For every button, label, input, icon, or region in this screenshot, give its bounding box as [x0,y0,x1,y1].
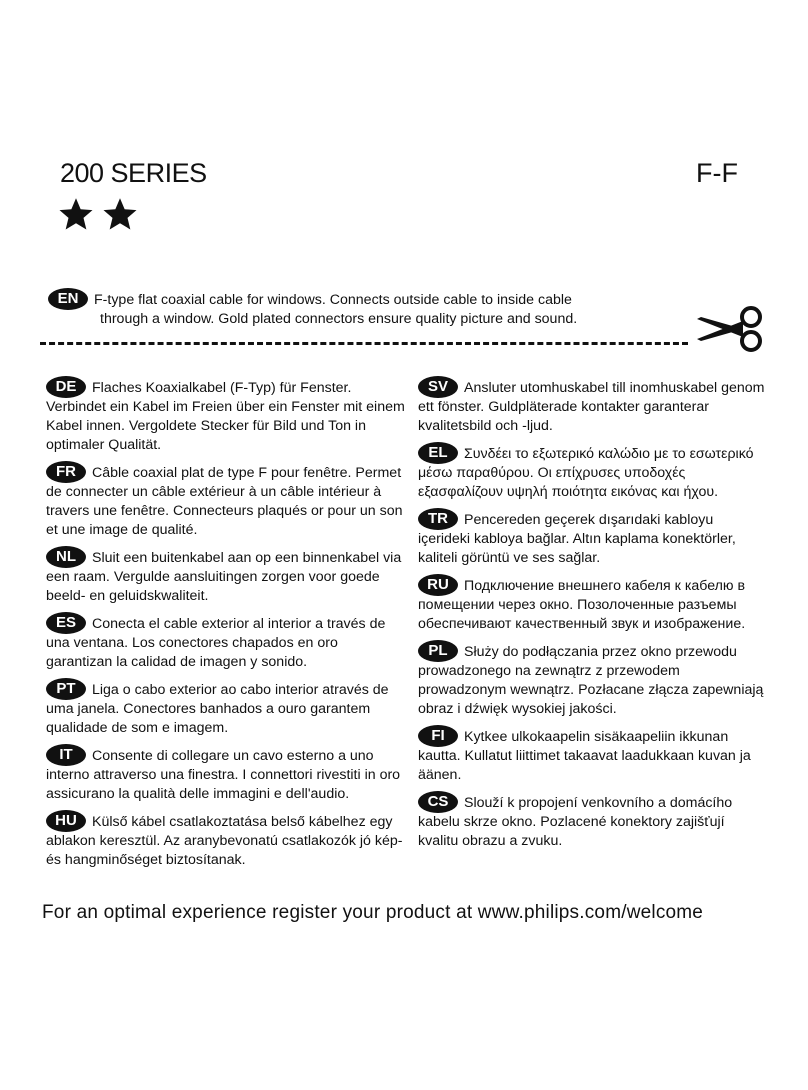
description-tr [418,508,768,568]
right-column [418,376,768,857]
lang-badge: NL [46,546,86,568]
description-cs [418,791,768,851]
lang-badge: TR [418,508,458,530]
lang-badge: DE [46,376,86,398]
lang-badge: CS [418,791,458,813]
description-ru [418,574,768,634]
description-text: Flaches Koaxialkabel (F-Typ) für Fenster. Verbindet ein Kabel im Freien über ein Fenster mit einem Kabel innen. Vergoldete Stecker für Bild und Ton in optimaler Qualität. [46,380,405,453]
description-text: Sluit een buitenkabel aan op een binnenkabel via een raam. Vergulde aansluitingen zorgen voor goede beeld- en geluidskwaliteit. [46,550,402,604]
series-title: 200 SERIES [60,158,207,188]
description-text: Συνδέει το εξωτερικό καλώδιο με το εσωτερικό μέσω παραθύρου. Οι επίχρυσες υποδοχές εξασφαλίζουν υψηλή ποιότητα εικόνας και ήχου. [418,446,754,500]
description-el [418,442,768,502]
description-text: Pencereden geçerek dışarıdaki kabloyu içerideki kabloya bağlar. Altın kaplama konektörler, kaliteli görüntü ve ses sağlar. [418,512,736,566]
en-line1: F-type flat coaxial cable for windows. Connects outside cable to inside cable [94,292,572,308]
rating-stars [58,196,142,237]
description-pt [46,678,406,738]
description-text: Slouží k propojení venkovního a domácího kabelu skrze okno. Pozlacené konektory zajišťují kvalitu obrazu a zvuku. [418,795,733,849]
description-fi [418,725,768,785]
registration-footer: For an optimal experience register your product at www.philips.com/welcome [42,902,704,923]
star-icon [58,196,94,232]
description-text: Kytkee ulkokaapelin sisäkaapeliin ikkunan kautta. Kullatut liittimet takaavat laadukkaan kuvan ja äänen. [418,729,751,783]
description-text: Külső kábel csatlakoztatása belső kábelhez egy ablakon keresztül. Az aranybevonatú csatlakozók jó kép- és hangminőséget biztosítanak. [46,814,403,868]
lang-badge: RU [418,574,458,596]
description-en [48,288,688,329]
description-text: Conecta el cable exterior al interior a través de una ventana. Los conectores chapados en oro garantizan la calidad de imagen y sonido. [46,616,386,670]
scissors-icon [693,305,767,353]
lang-badge: SV [418,376,458,398]
description-sv [418,376,768,436]
lang-badge: PT [46,678,86,700]
lang-badge: IT [46,744,86,766]
lang-badge: EL [418,442,458,464]
en-line2: through a window. Gold plated connectors ensure quality picture and sound. [100,311,578,327]
description-text: Câble coaxial plat de type F pour fenêtre. Permet de connecter un câble extérieur à un câble intérieur à travers une fenêtre. Connecteurs plaqués or pour un son et une image de qualité. [46,465,403,538]
lang-badge: FR [46,461,86,483]
description-hu [46,810,406,870]
description-text: Służy do podłączania przez okno przewodu prowadzonego na zewnątrz z przewodem prowadzonym wewnątrz. Pozłacane złącza zapewniają obraz i dźwięk wysokiej jakości. [418,644,764,717]
lang-badge-en: EN [48,288,88,310]
description-es [46,612,406,672]
description-fr [46,461,406,540]
description-it [46,744,406,804]
description-nl [46,546,406,606]
description-text: Consente di collegare un cavo esterno a uno interno attraverso una finestra. I connettori rivestiti in oro assicurano la qualità delle immagini e dell'audio. [46,748,401,802]
description-text: Ansluter utomhuskabel till inomhuskabel genom ett fönster. Guldpläterade kontakter garanterar kvalitetsbild och -ljud. [418,380,765,434]
description-text: Подключение внешнего кабеля к кабелю в помещении через окно. Позолоченные разъемы обеспечивают качественный звук и изображение. [418,578,746,632]
lang-badge: FI [418,725,458,747]
description-de [46,376,406,455]
cut-line [40,342,688,345]
lang-badge: ES [46,612,86,634]
description-pl [418,640,768,719]
star-icon [102,196,138,232]
left-column [46,376,406,876]
description-text: Liga o cabo exterior ao cabo interior através de uma janela. Conectores banhados a ouro garantem qualidade de som e imagem. [46,682,389,736]
lang-badge: PL [418,640,458,662]
connector-type: F-F [696,158,738,188]
lang-badge: HU [46,810,86,832]
